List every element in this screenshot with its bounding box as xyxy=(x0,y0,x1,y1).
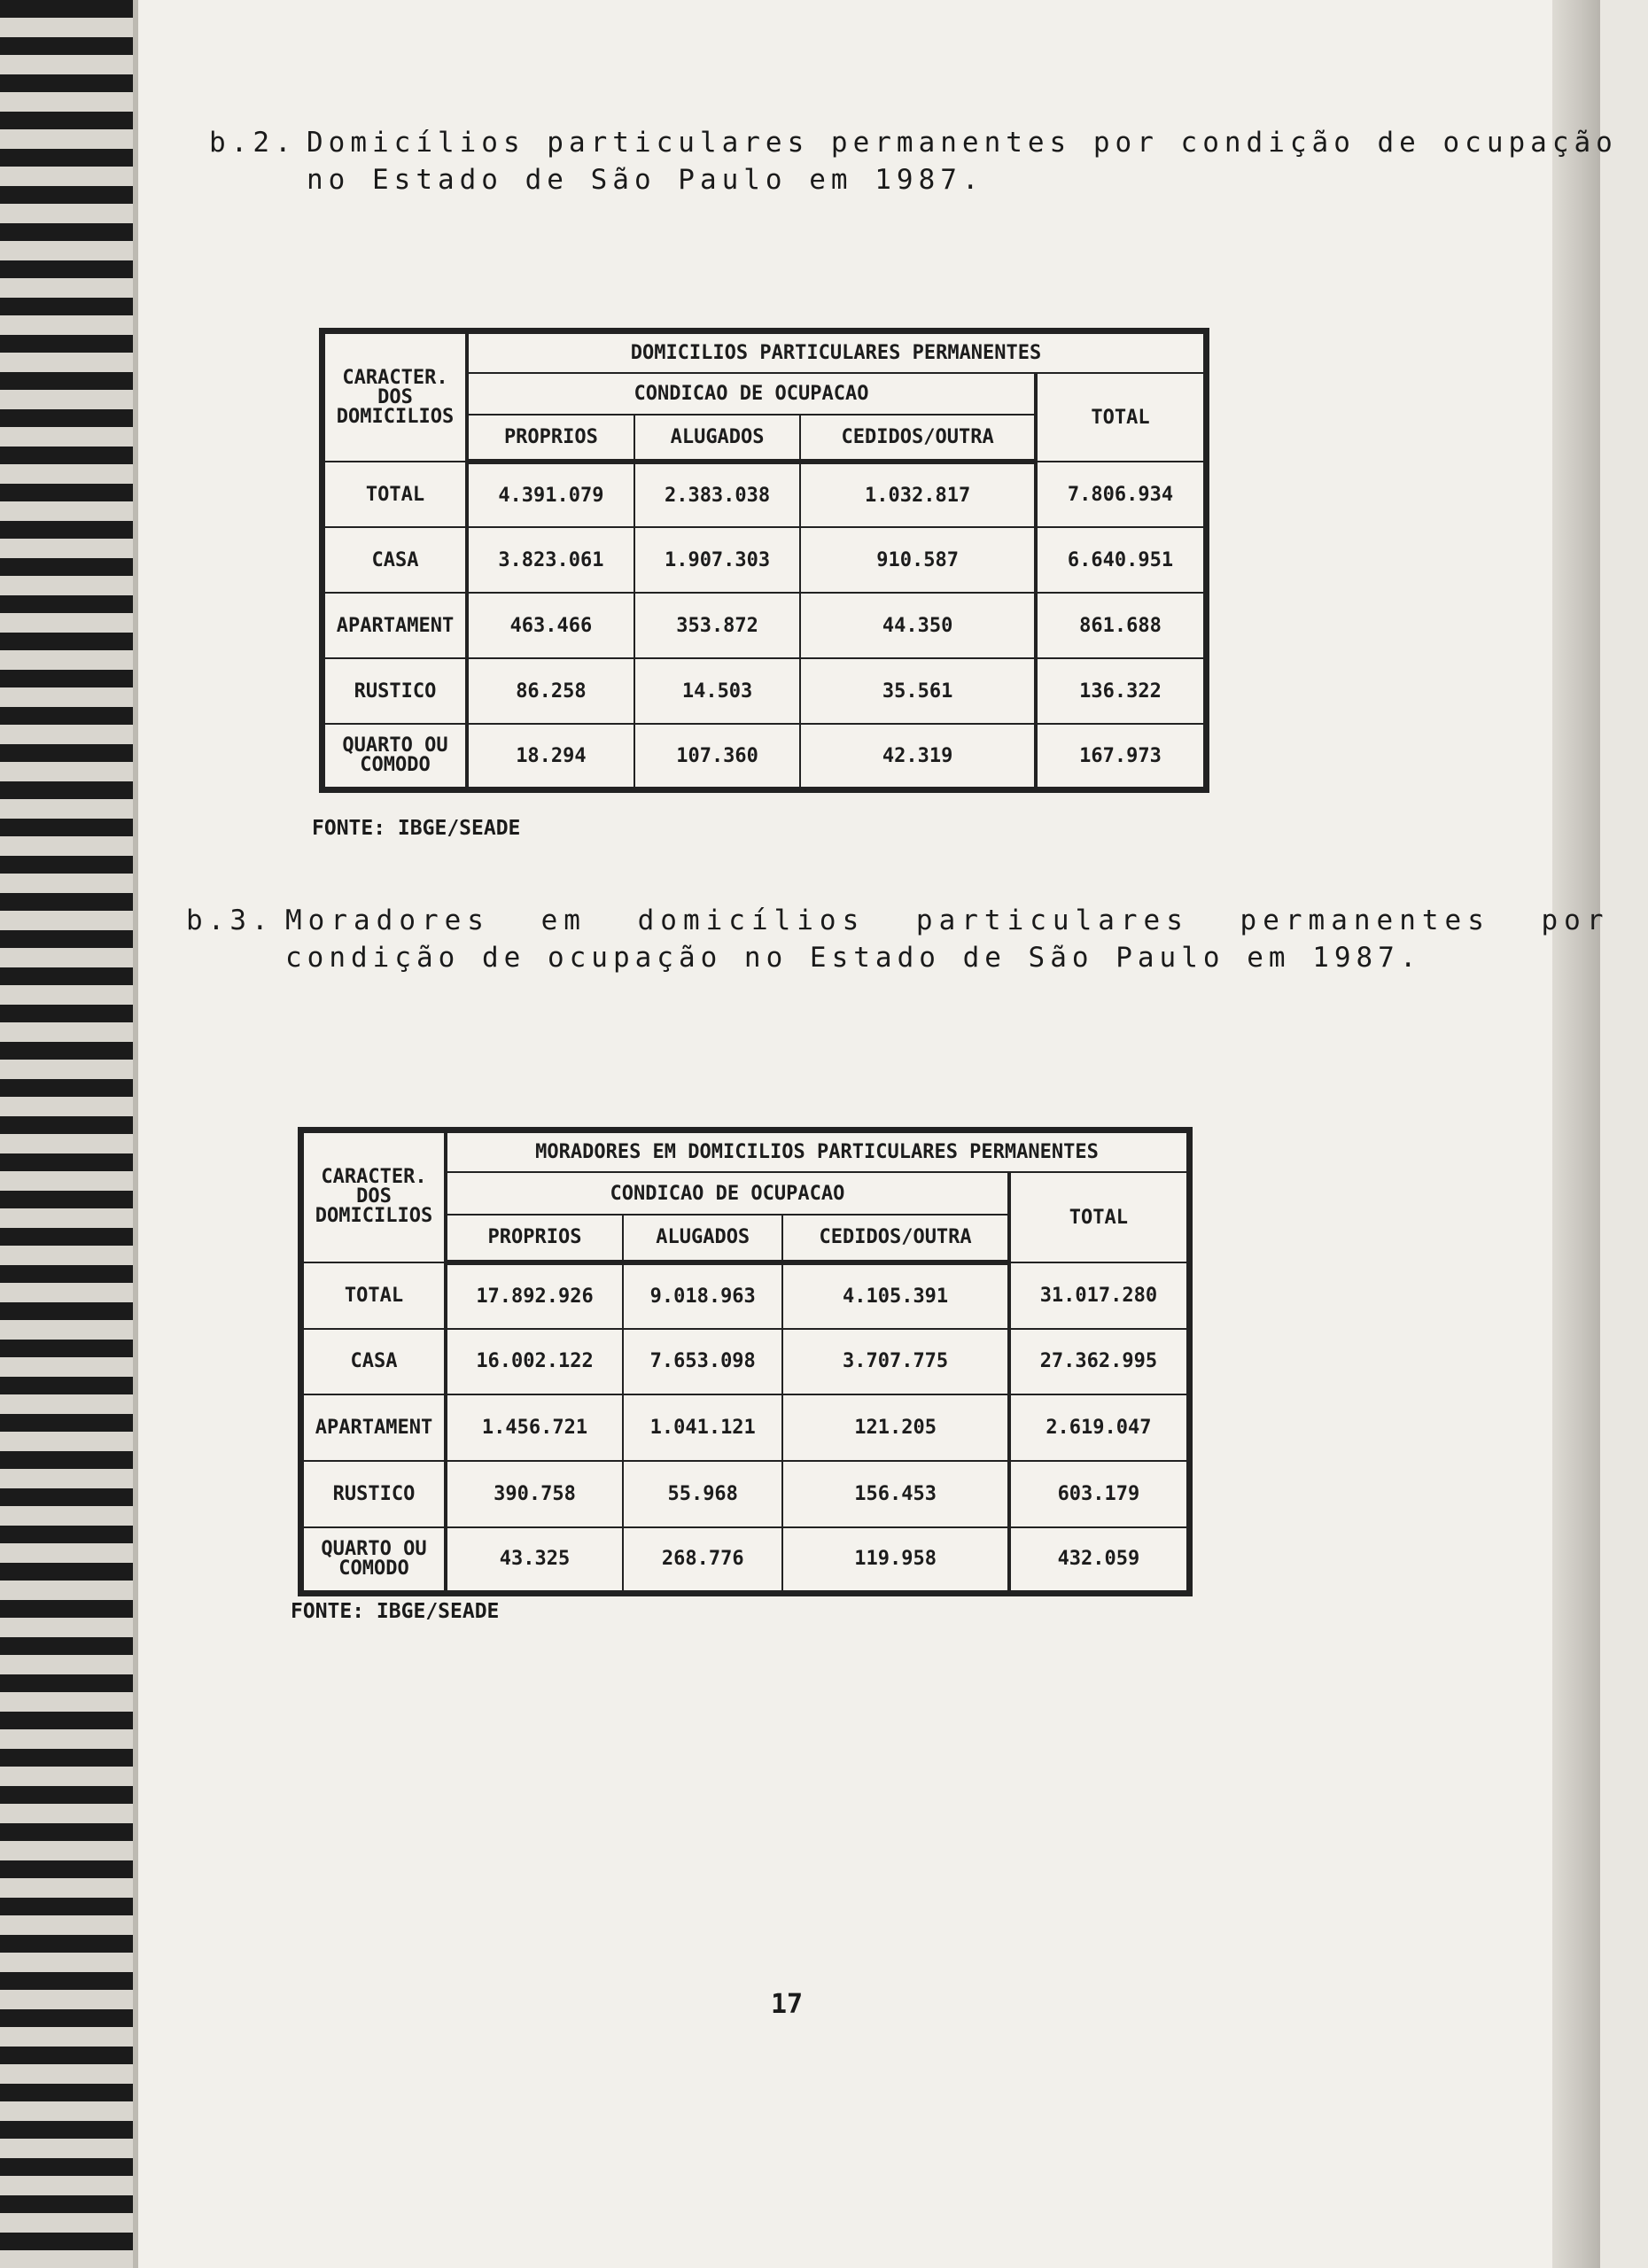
section-title-line1: Moradores em domicílios particulares permanentes por xyxy=(285,905,1610,936)
cell-value: 44.350 xyxy=(800,593,1036,658)
row-label: APARTAMENT xyxy=(323,593,468,658)
group-header: MORADORES EM DOMICILIOS PARTICULARES PERMANENTES xyxy=(446,1130,1190,1173)
row-label: TOTAL xyxy=(323,462,468,527)
cell-value: 4.105.391 xyxy=(782,1262,1009,1329)
cell-value: 861.688 xyxy=(1036,593,1207,658)
table-row xyxy=(301,1394,1190,1461)
table-row xyxy=(323,527,1207,593)
cell-value: 43.325 xyxy=(446,1527,623,1594)
cell-value: 463.466 xyxy=(467,593,634,658)
col-header-total: TOTAL xyxy=(1009,1172,1190,1262)
table-row xyxy=(323,462,1207,527)
cell-value: 6.640.951 xyxy=(1036,527,1207,593)
table-row xyxy=(323,658,1207,724)
cell-value: 2.619.047 xyxy=(1009,1394,1190,1461)
page-edge xyxy=(1552,0,1600,2268)
cell-value: 7.806.934 xyxy=(1036,462,1207,527)
col-header-proprios: PROPRIOS xyxy=(446,1215,623,1262)
cell-value: 86.258 xyxy=(467,658,634,724)
cell-value: 119.958 xyxy=(782,1527,1009,1594)
cell-value: 353.872 xyxy=(634,593,800,658)
col-header-alugados: ALUGADOS xyxy=(623,1215,782,1262)
cell-value: 3.707.775 xyxy=(782,1329,1009,1395)
section-title-line1: Domicílios particulares permanentes por condição de ocupação xyxy=(307,127,1618,159)
cell-value: 42.319 xyxy=(800,724,1036,789)
cell-value: 35.561 xyxy=(800,658,1036,724)
table1-source: FONTE: IBGE/SEADE xyxy=(312,817,521,840)
col-header-alugados: ALUGADOS xyxy=(634,415,800,462)
cell-value: 1.032.817 xyxy=(800,462,1036,527)
table-row xyxy=(301,1527,1190,1594)
cell-value: 156.453 xyxy=(782,1461,1009,1527)
cell-value: 27.362.995 xyxy=(1009,1329,1190,1395)
page-number: 17 xyxy=(771,1989,804,2020)
cell-value: 121.205 xyxy=(782,1394,1009,1461)
section-number: b.3. xyxy=(186,905,274,936)
households-table xyxy=(319,328,1209,793)
table2-source: FONTE: IBGE/SEADE xyxy=(291,1600,500,1623)
col-header-total: TOTAL xyxy=(1036,373,1207,462)
table-row xyxy=(323,724,1207,789)
cell-value: 268.776 xyxy=(623,1527,782,1594)
table-row xyxy=(301,1329,1190,1395)
cell-value: 9.018.963 xyxy=(623,1262,782,1329)
col-header-proprios: PROPRIOS xyxy=(467,415,634,462)
table-row xyxy=(301,1461,1190,1527)
cell-value: 7.653.098 xyxy=(623,1329,782,1395)
cell-value: 55.968 xyxy=(623,1461,782,1527)
section-number: b.2. xyxy=(209,127,297,159)
row-label: RUSTICO xyxy=(301,1461,447,1527)
cell-value: 3.823.061 xyxy=(467,527,634,593)
cell-value: 1.456.721 xyxy=(446,1394,623,1461)
cell-value: 390.758 xyxy=(446,1461,623,1527)
cell-value: 31.017.280 xyxy=(1009,1262,1190,1329)
row-label: QUARTO OU COMODO xyxy=(301,1527,447,1594)
cell-value: 14.503 xyxy=(634,658,800,724)
section-b2-heading xyxy=(209,124,1618,198)
row-label: TOTAL xyxy=(301,1262,447,1329)
section-title-line2: condição de ocupação no Estado de São Paulo em 1987. xyxy=(285,942,1422,974)
cell-value: 17.892.926 xyxy=(446,1262,623,1329)
cell-value: 2.383.038 xyxy=(634,462,800,527)
cell-value: 432.059 xyxy=(1009,1527,1190,1594)
row-header: CARACTER. DOS DOMICILIOS xyxy=(323,331,468,462)
row-header: CARACTER. DOS DOMICILIOS xyxy=(301,1130,447,1262)
cell-value: 1.907.303 xyxy=(634,527,800,593)
cell-value: 167.973 xyxy=(1036,724,1207,789)
row-label: CASA xyxy=(323,527,468,593)
cell-value: 1.041.121 xyxy=(623,1394,782,1461)
cell-value: 18.294 xyxy=(467,724,634,789)
col-header-cedidos: CEDIDOS/OUTRA xyxy=(782,1215,1009,1262)
cell-value: 136.322 xyxy=(1036,658,1207,724)
cell-value: 16.002.122 xyxy=(446,1329,623,1395)
group-header: DOMICILIOS PARTICULARES PERMANENTES xyxy=(467,331,1207,373)
cell-value: 603.179 xyxy=(1009,1461,1190,1527)
section-b3-heading xyxy=(186,902,1610,976)
residents-table xyxy=(298,1127,1193,1596)
table-row xyxy=(323,593,1207,658)
cell-value: 107.360 xyxy=(634,724,800,789)
spiral-binding xyxy=(0,0,133,2268)
table-row xyxy=(301,1262,1190,1329)
row-label: APARTAMENT xyxy=(301,1394,447,1461)
row-label: RUSTICO xyxy=(323,658,468,724)
sub-header: CONDICAO DE OCUPACAO xyxy=(446,1172,1009,1215)
row-label: CASA xyxy=(301,1329,447,1395)
sub-header: CONDICAO DE OCUPACAO xyxy=(467,373,1036,415)
col-header-cedidos: CEDIDOS/OUTRA xyxy=(800,415,1036,462)
cell-value: 4.391.079 xyxy=(467,462,634,527)
section-title-line2: no Estado de São Paulo em 1987. xyxy=(307,164,984,196)
cell-value: 910.587 xyxy=(800,527,1036,593)
row-label: QUARTO OU COMODO xyxy=(323,724,468,789)
